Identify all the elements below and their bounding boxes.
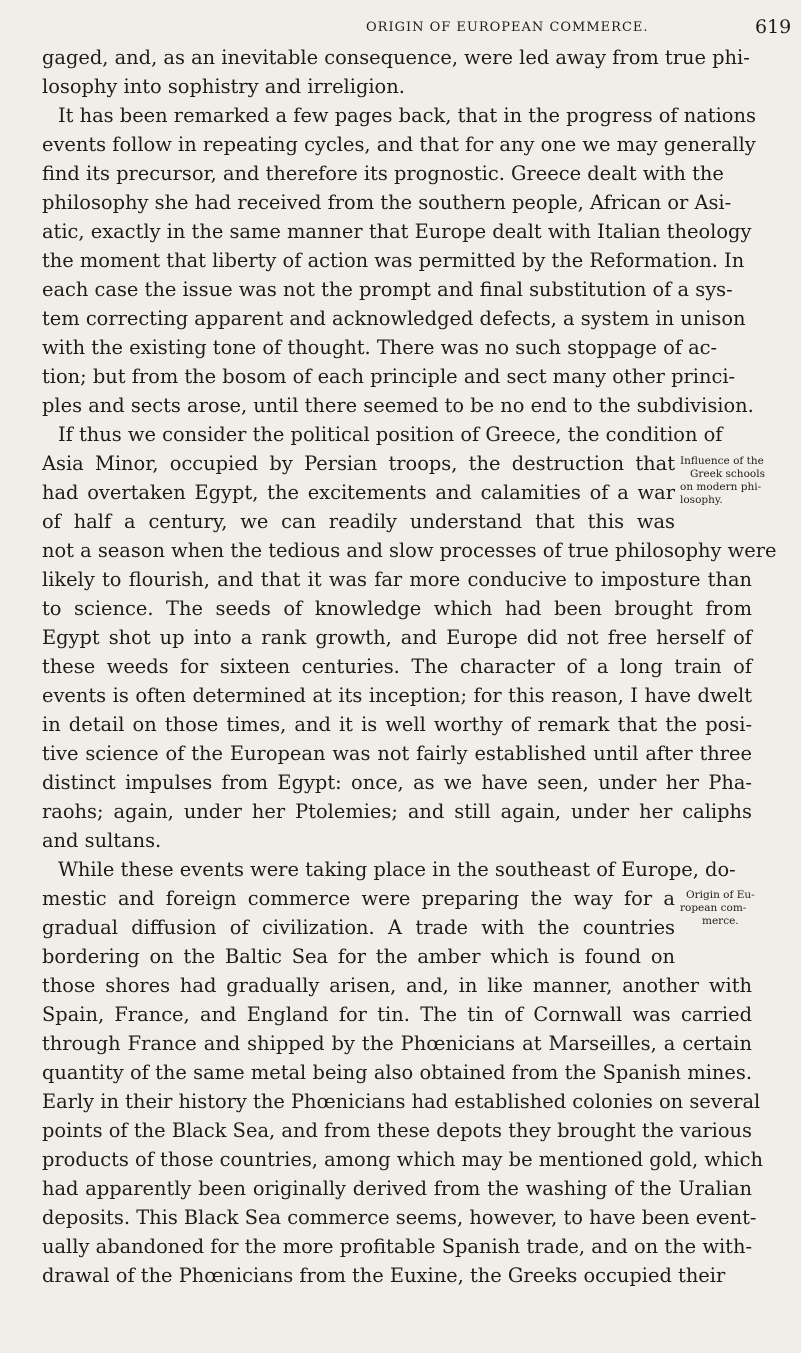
text-line: in detail on those times, and it is well worthy of remark that the posi- [42,713,752,736]
text-line: tion; but from the bosom of each principle and sect many other princi- [42,365,736,388]
text-line: find its precursor, and therefore its prognostic. Greece dealt with the [42,162,724,185]
text-line: It has been remarked a few pages back, that in the progress of nations [58,104,756,127]
text-line: with the existing tone of thought. There was no such stoppage of ac- [42,336,718,359]
text-line: the moment that liberty of action was permitted by the Reformation. In [42,249,745,272]
text-line: and sultans. [42,829,162,852]
text-line: tem correcting apparent and acknowledged defects, a system in unison [42,307,746,330]
side-note-commerce [680,889,778,928]
text-line: tive science of the European was not fairly established until after three [42,742,752,765]
text-line: gradual diffusion of civilization. A trade with the countries [42,916,675,939]
side-note-influence [680,455,778,507]
text-line: quantity of the same metal being also obtained from the Spanish mines. [42,1061,752,1084]
text-line: raohs; again, under her Ptolemies; and still again, under her caliphs [42,800,752,823]
text-line: Egypt shot up into a rank growth, and Europe did not free herself of [42,626,752,649]
text-line: points of the Black Sea, and from these depots they brought the various [42,1119,752,1142]
running-head [0,16,801,40]
text-line: of half a century, we can readily understand that this was [42,510,675,533]
side-note-line: merce. [702,915,739,927]
text-line: likely to flourish, and that it was far more conducive to imposture than [42,568,752,591]
text-line: ually abandoned for the more profitable Spanish trade, and on the with- [42,1235,752,1258]
text-line: had overtaken Egypt, the excitements and calamities of a war [42,481,675,504]
text-line: events follow in repeating cycles, and that for any one we may generally [42,133,756,156]
text-line: through France and shipped by the Phœnicians at Marseilles, a certain [42,1032,752,1055]
text-line: to science. The seeds of knowledge which had been brought from [42,597,752,620]
text-line: events is often determined at its inception; for this reason, I have dwelt [42,684,752,707]
text-line: had apparently been originally derived from the washing of the Uralian [42,1177,752,1200]
side-note-line: losophy. [680,494,723,506]
text-line: gaged, and, as an inevitable consequence, were led away from true phi- [42,46,750,69]
side-note-line: Origin of Eu- [686,889,755,901]
text-line: Spain, France, and England for tin. The tin of Cornwall was carried [42,1003,752,1026]
text-line: distinct impulses from Egypt: once, as we have seen, under her Pha- [42,771,752,794]
side-note-line: on modern phi- [680,481,762,493]
text-line: drawal of the Phœnicians from the Euxine, the Greeks occupied their [42,1264,726,1287]
text-line: While these events were taking place in the southeast of Europe, do- [58,858,736,881]
text-line: Early in their history the Phœnicians had established colonies on several [42,1090,761,1113]
text-line: bordering on the Baltic Sea for the amber which is found on [42,945,675,968]
text-line: not a season when the tedious and slow processes of true philosophy were [42,539,777,562]
text-line: ples and sects arose, until there seemed to be no end to the subdivision. [42,394,754,417]
text-line: atic, exactly in the same manner that Europe dealt with Italian theology [42,220,752,243]
text-line: If thus we consider the political position of Greece, the condition of [58,423,723,446]
text-line: philosophy she had received from the southern people, African or Asi- [42,191,732,214]
side-note-line: ropean com- [680,902,747,914]
side-note-line: Influence of the [680,455,764,467]
text-line: products of those countries, among which may be mentioned gold, which [42,1148,763,1171]
page-number: 619 [755,16,792,38]
text-line: mestic and foreign commerce were preparing the way for a [42,887,675,910]
running-title: ORIGIN OF EUROPEAN COMMERCE. [366,20,649,35]
side-note-line: Greek schools [690,468,765,480]
text-line: losophy into sophistry and irreligion. [42,75,405,98]
text-line: each case the issue was not the prompt and final substitution of a sys- [42,278,733,301]
text-line: deposits. This Black Sea commerce seems, however, to have been event- [42,1206,757,1229]
text-line: these weeds for sixteen centuries. The character of a long train of [42,655,752,678]
text-line: those shores had gradually arisen, and, in like manner, another with [42,974,752,997]
text-line: Asia Minor, occupied by Persian troops, the destruction that [42,452,675,475]
